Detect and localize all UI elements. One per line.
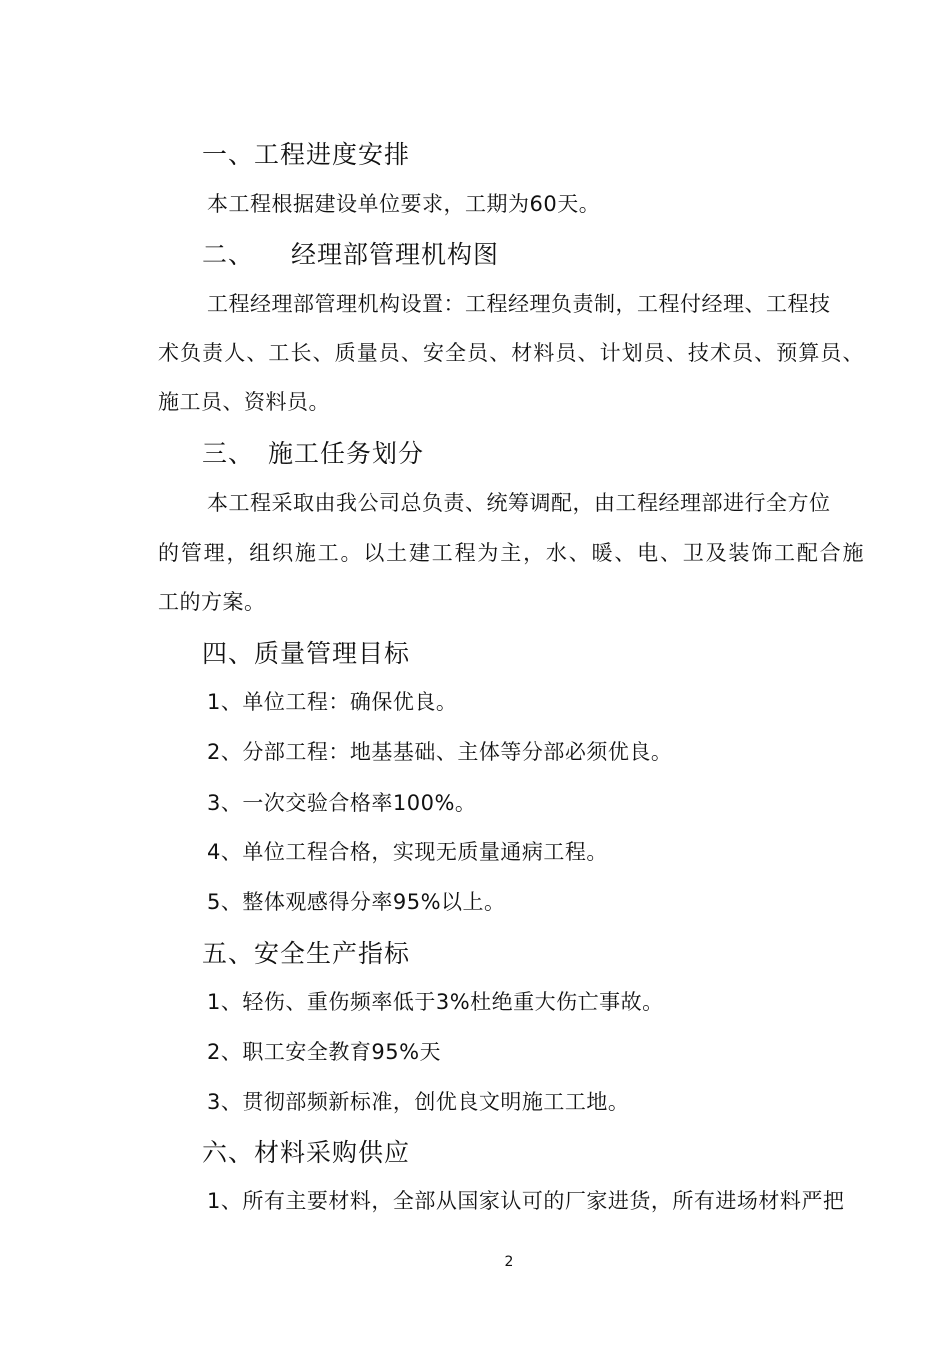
paragraph-line: 本工程根据建设单位要求，工期为60天。 [207, 192, 601, 216]
section-heading-3 [202, 434, 424, 470]
section-heading-1: 一、工程进度安排 [202, 140, 411, 169]
page-number: 2 [504, 1254, 514, 1270]
section-heading-2 [202, 235, 499, 271]
section-number: 二、 [202, 240, 255, 269]
paragraph-line: 的管理，组织施工。以土建工程为主，水、暖、电、卫及装饰工配合施 [158, 541, 864, 565]
list-item: 1、单位工程：确保优良。 [207, 690, 458, 714]
list-item: 4、单位工程合格，实现无质量通病工程。 [207, 840, 608, 864]
paragraph-line: 1、所有主要材料，全部从国家认可的厂家进货，所有进场材料严把 [207, 1189, 845, 1213]
paragraph-line: 本工程采取由我公司总负责、统筹调配，由工程经理部进行全方位 [207, 491, 831, 515]
section-heading-4: 四、质量管理目标 [202, 639, 411, 668]
paragraph-line: 施工员、资料员。 [158, 390, 330, 414]
section-title: 经理部管理机构图 [291, 240, 500, 269]
paragraph-line: 术负责人、工长、质量员、安全员、材料员、计划员、技术员、预算员、 [158, 341, 864, 365]
section-heading-5: 五、安全生产指标 [202, 939, 411, 968]
paragraph-line: 工程经理部管理机构设置：工程经理负责制，工程付经理、工程技 [207, 292, 831, 316]
paragraph-line: 工的方案。 [158, 590, 266, 614]
section-title: 施工任务划分 [268, 439, 425, 468]
section-heading-6: 六、材料采购供应 [202, 1138, 411, 1167]
list-item: 3、一次交验合格率100%。 [207, 791, 477, 815]
list-item: 2、职工安全教育95%天 [207, 1040, 442, 1064]
list-item: 2、分部工程：地基基础、主体等分部必须优良。 [207, 740, 673, 764]
section-number: 三、 [202, 439, 255, 468]
list-item: 1、轻伤、重伤频率低于3%杜绝重大伤亡事故。 [207, 990, 664, 1014]
list-item: 3、贯彻部频新标准，创优良文明施工工地。 [207, 1090, 630, 1114]
list-item: 5、整体观感得分率95%以上。 [207, 890, 506, 914]
